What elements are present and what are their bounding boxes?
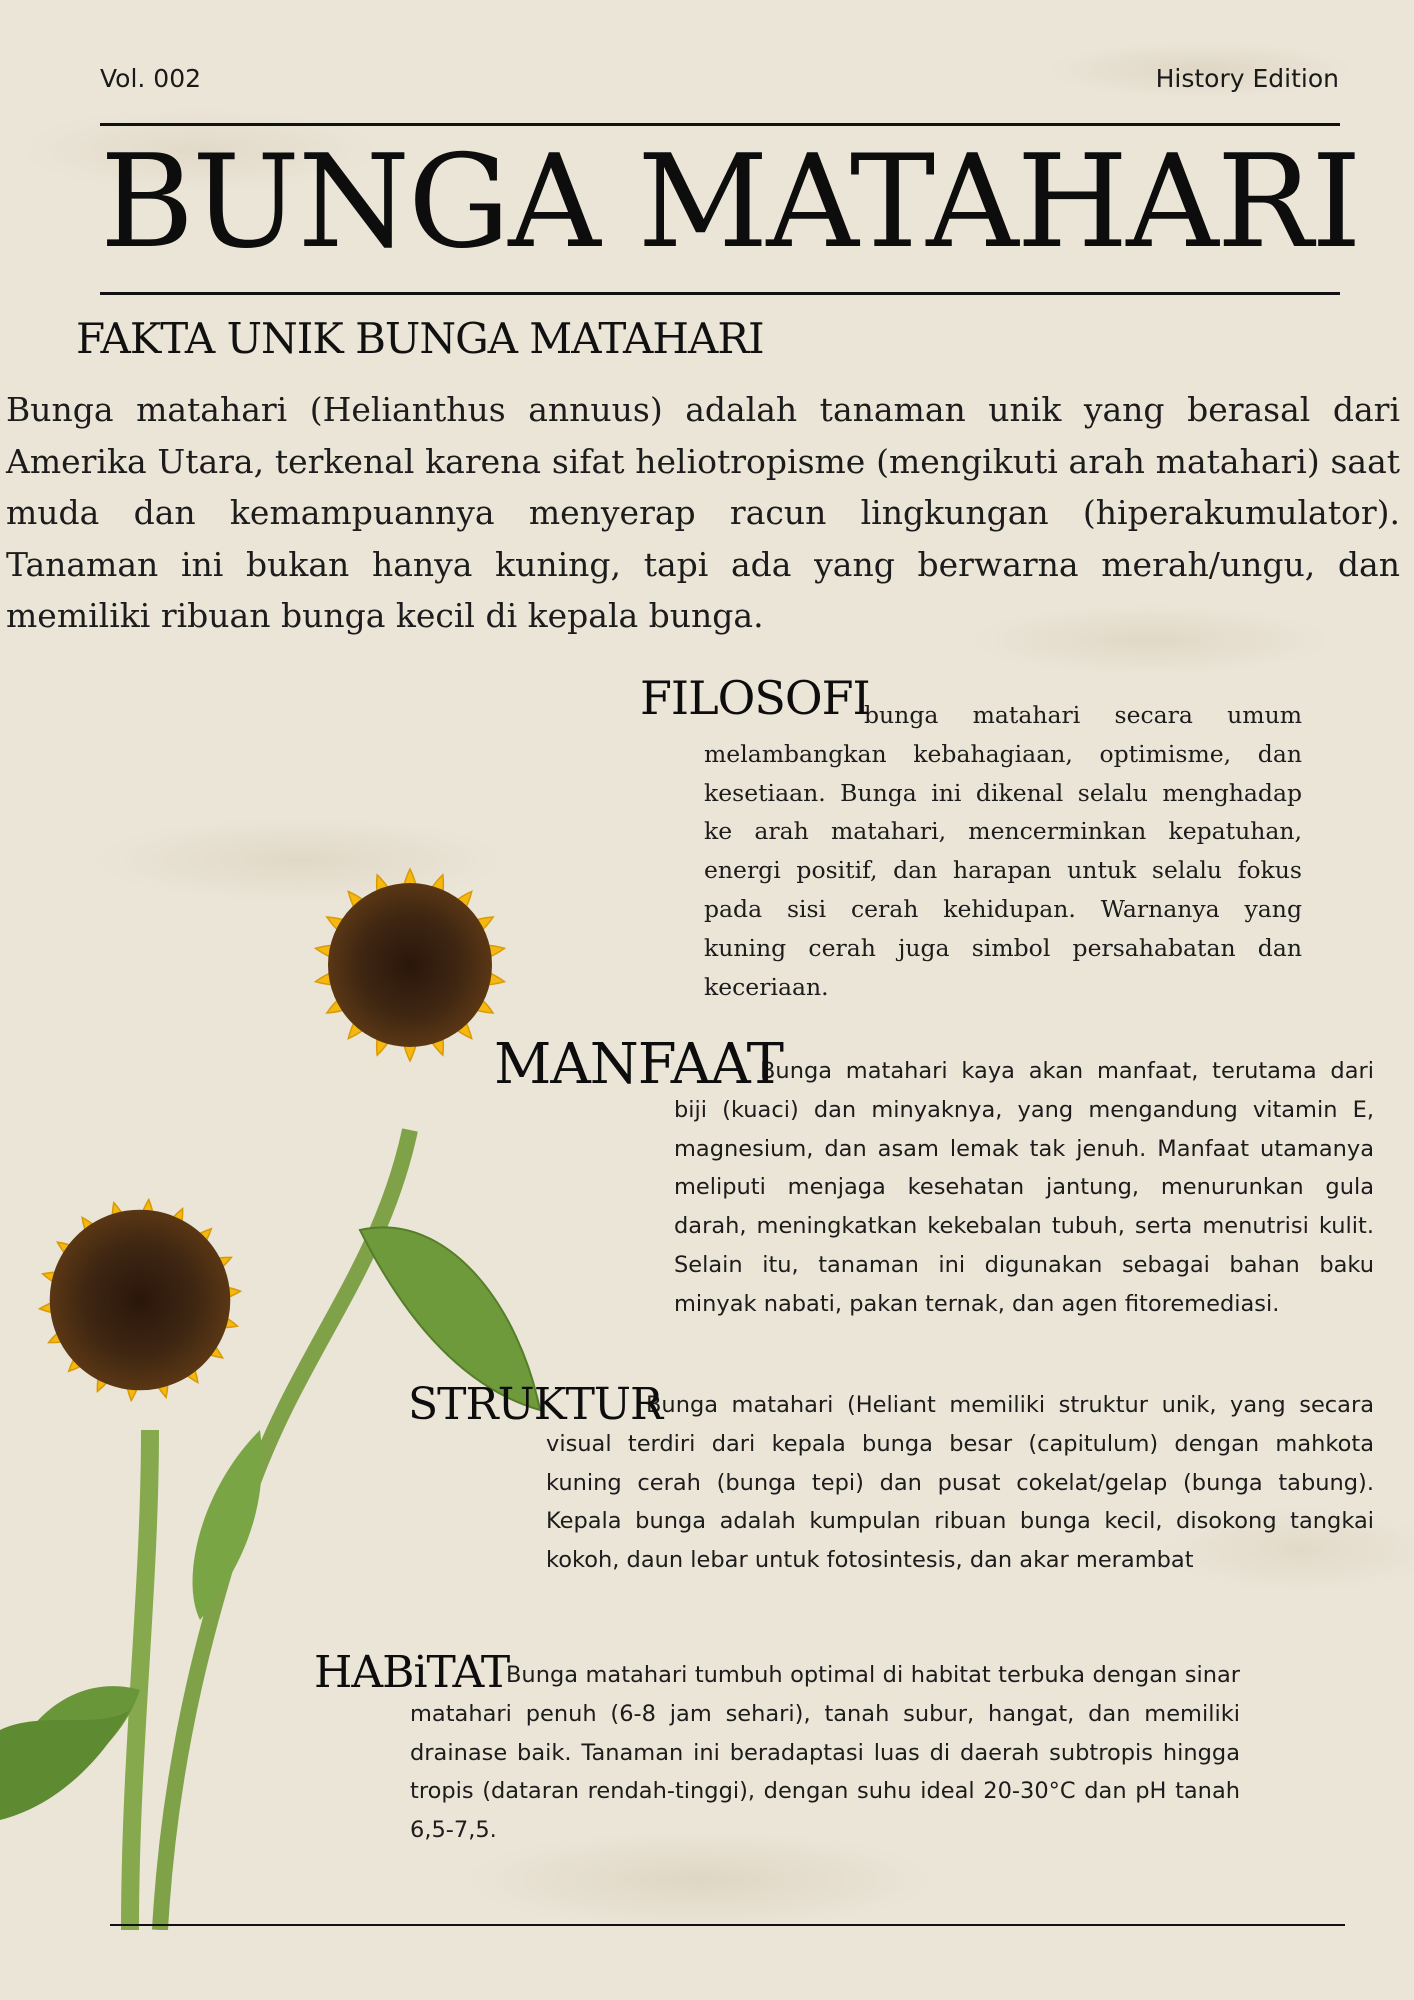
section-struktur (408, 1379, 1374, 1580)
edition-label: History Edition (1155, 64, 1339, 93)
leaf (193, 1430, 262, 1620)
sunflower-head-lower (39, 1199, 242, 1402)
manfaat-title: MANFAAT (494, 1032, 783, 1097)
habitat-text: Bunga matahari tumbuh optimal di habitat terbuka dengan sinar matahari penuh (6-8 jam sehari), tanah subur, hangat, dan memiliki drainase baik. Tanaman ini beradaptasi luas di daerah subtropis hingga tropis (dataran rendah-tinggi), dengan suhu ideal 20-30°C dan pH tanah 6,5-7,5. (410, 1662, 1240, 1844)
section-heading: FAKTA UNIK BUNGA MATAHARI (76, 314, 764, 363)
bottom-rule (110, 1924, 1345, 1926)
section-habitat (314, 1647, 1240, 1850)
struktur-title: STRUKTUR (408, 1379, 663, 1430)
struktur-text: Bunga matahari (Heliant memiliki struktur unik, yang secara visual terdiri dari kepala bunga besar (capitulum) dengan mahkota kuning cerah (bunga tepi) dan pusat cokelat/gelap (bunga tabung). Kepala bunga adalah kumpulan ribuan bunga kecil, disokong tangkai kokoh, daun lebar untuk fotosintesis, dan akar merambat (546, 1392, 1374, 1574)
masthead-rule (100, 292, 1340, 295)
leaf (0, 1710, 130, 1820)
section-filosofi (640, 671, 1302, 1006)
stem (130, 1430, 150, 1930)
section-manfaat (494, 1032, 1374, 1324)
filosofi-title: FILOSOFI (640, 671, 870, 725)
volume-label: Vol. 002 (100, 64, 202, 93)
intro-paragraph: Bunga matahari (Helianthus annuus) adalah tanaman unik yang berasal dari Amerika Utara, terkenal karena sifat heliotropisme (mengikuti arah matahari) saat muda dan kemampuannya menyerap racun lingkungan (hiperakumulator). Tanaman ini bukan hanya kuning, tapi ada yang berwarna merah/ungu, dan memiliki ribuan bunga kecil di kepala bunga. (6, 390, 1400, 635)
sunflower-head-upper (314, 869, 506, 1061)
top-rule (100, 123, 1340, 126)
habitat-title: HABiTAT (314, 1647, 510, 1698)
manfaat-text: Bunga matahari kaya akan manfaat, terutama dari biji (kuaci) dan minyaknya, yang mengandung vitamin E, magnesium, dan asam lemak tak jenuh. Manfaat utamanya meliputi menjaga kesehatan jantung, menurunkan gula darah, meningkatkan kekebalan tubuh, serta menutrisi kulit. Selain itu, tanaman ini digunakan sebagai bahan baku minyak nabati, pakan ternak, dan agen fitoremediasi. (674, 1058, 1374, 1317)
filosofi-text: bunga matahari secara umum melambangkan kebahagiaan, optimisme, dan kesetiaan. Bunga ini dikenal selalu menghadap ke arah matahari, mencerminkan kepatuhan, energi positif, dan harapan untuk selalu fokus pada sisi cerah kehidupan. Warnanya yang kuning cerah juga simbol persahabatan dan keceriaan. (704, 701, 1302, 1001)
masthead-title: BUNGA MATAHARI (100, 128, 1360, 277)
